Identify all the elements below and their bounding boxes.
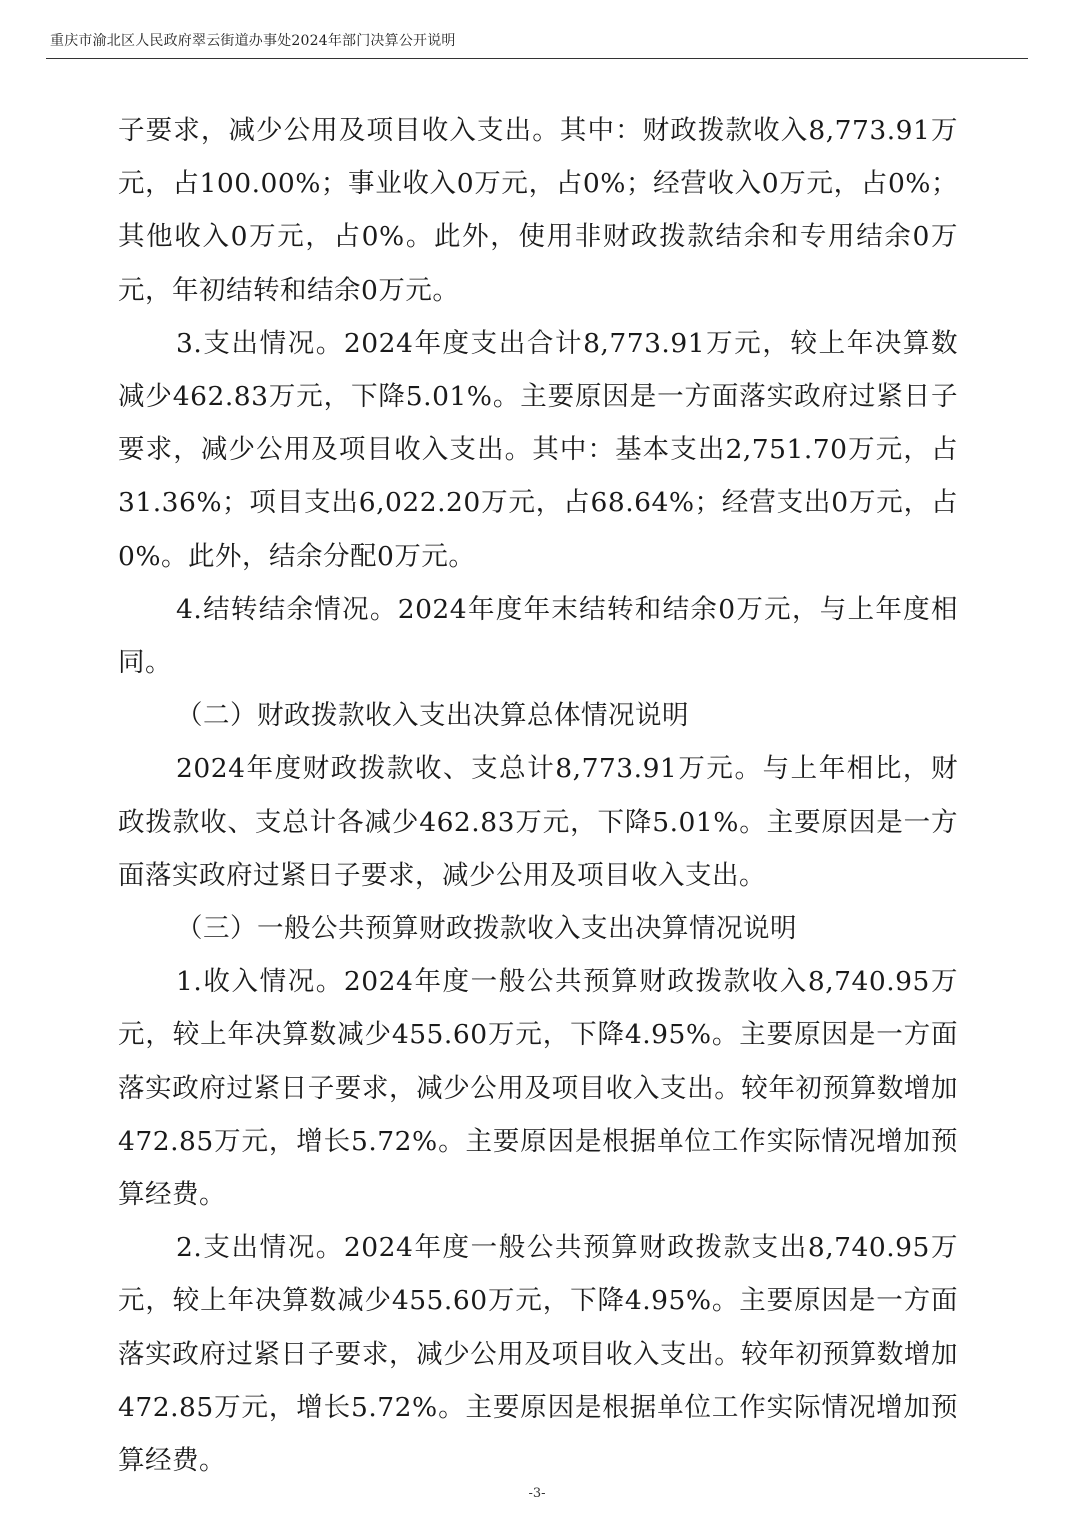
paragraph-expenditure: 3.支出情况。2024年度支出合计8,773.91万元，较上年决算数减少462.83万元，下降5.01%。主要原因是一方面落实政府过紧日子要求，减少公用及项目收入支出。其中：基本支出2,751.70万元，占31.36%；项目支出6,022.20万元，占68.64%；经营支出0万元，占0%。此外，结余分配0万元。: [118, 327, 958, 572]
page-number: -3-: [528, 1486, 546, 1501]
paragraph-income-continued: 子要求，减少公用及项目收入支出。其中：财政拨款收入8,773.91万元，占100.00%；事业收入0万元，占0%；经营收入0万元，占0%；其他收入0万元，占0%。此外，使用非财政拨款结余和专用结余0万元，年初结转和结余0万元。: [118, 115, 958, 306]
section-heading-fiscal-overall: （二）财政拨款收入支出决算总体情况说明: [176, 700, 689, 732]
paragraph-carryover: 4.结转结余情况。2024年度年末结转和结余0万元，与上年度相同。: [118, 593, 958, 679]
document-header-title: 重庆市渝北区人民政府翠云街道办事处2024年部门决算公开说明: [50, 33, 456, 49]
paragraph-general-budget-income: 1.收入情况。2024年度一般公共预算财政拨款收入8,740.95万元，较上年决算数减少455.60万元，下降4.95%。主要原因是一方面落实政府过紧日子要求，减少公用及项目收入支出。较年初预算数增加472.85万元，增长5.72%。主要原因是根据单位工作实际情况增加预算经费。: [118, 966, 958, 1211]
section-heading-general-budget: （三）一般公共预算财政拨款收入支出决算情况说明: [176, 913, 797, 945]
paragraph-fiscal-overall: 2024年度财政拨款收、支总计8,773.91万元。与上年相比，财政拨款收、支总计各减少462.83万元，下降5.01%。主要原因是一方面落实政府过紧日子要求，减少公用及项目收入支出。: [118, 753, 958, 891]
header-divider: [46, 58, 1028, 59]
document-body: [118, 104, 958, 1487]
paragraph-general-budget-expenditure: 2.支出情况。2024年度一般公共预算财政拨款支出8,740.95万元，较上年决算数减少455.60万元，下降4.95%。主要原因是一方面落实政府过紧日子要求，减少公用及项目收入支出。较年初预算数增加472.85万元，增长5.72%。主要原因是根据单位工作实际情况增加预算经费。: [118, 1232, 958, 1477]
